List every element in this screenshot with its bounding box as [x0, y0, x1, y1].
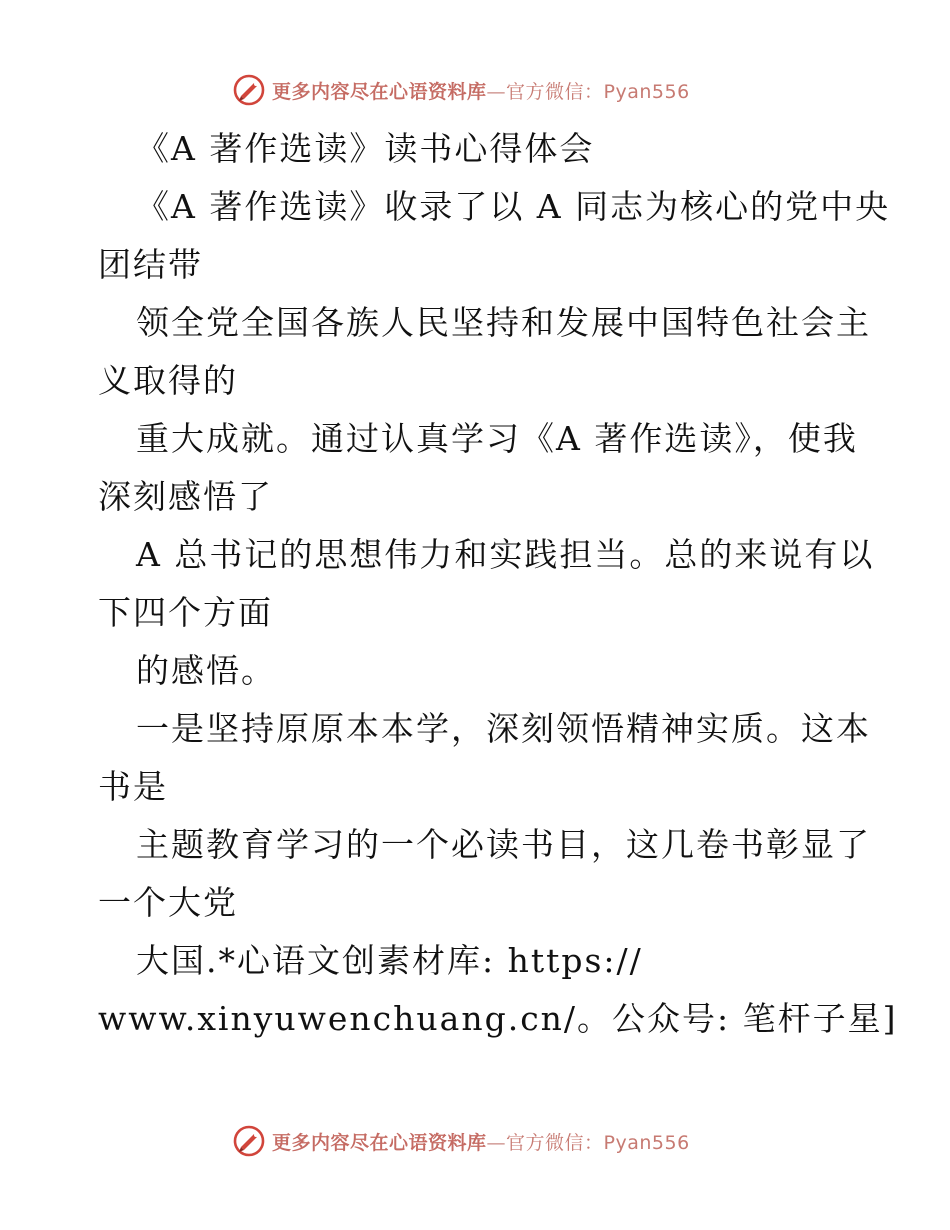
paragraph-line: 下四个方面 — [98, 593, 273, 632]
paragraph-line: 大国.*心语文创素材库: https:// — [136, 941, 643, 980]
document-title: 《A 著作选读》读书心得体会 — [136, 129, 595, 168]
paragraph-line: 一个大党 — [98, 883, 238, 922]
paragraph-line: 团结带 — [98, 245, 203, 284]
header-wechat-id: Pyan556 — [603, 80, 690, 103]
paragraph-line: 主题教育学习的一个必读书目，这几卷书彰显了 — [136, 825, 871, 864]
header-separator: — — [486, 80, 507, 103]
header-text-contact: 官方微信： — [506, 80, 604, 103]
document-body — [98, 120, 898, 1048]
header-text-main: 更多内容尽在心语资料库 — [272, 80, 487, 103]
paragraph-line: 的感悟。 — [136, 651, 276, 690]
paragraph-line: 《A 著作选读》收录了以 A 同志为核心的党中央 — [136, 187, 891, 226]
header-watermark-text — [272, 77, 690, 104]
footer-text-main: 更多内容尽在心语资料库 — [272, 1131, 487, 1154]
paragraph-line: 义取得的 — [98, 361, 238, 400]
paragraph-line: 一是坚持原原本本学，深刻领悟精神实质。这本 — [136, 709, 871, 748]
red-ink-pen-logo-icon — [232, 1124, 266, 1158]
red-ink-pen-logo-icon — [232, 73, 266, 107]
footer-separator: — — [486, 1131, 507, 1154]
paragraph-line: A 总书记的思想伟力和实践担当。总的来说有以 — [136, 535, 875, 574]
footer-text-contact: 官方微信： — [506, 1131, 604, 1154]
header-banner — [232, 70, 712, 110]
paragraph-line: 领全党全国各族人民坚持和发展中国特色社会主 — [136, 303, 871, 342]
paragraph-line: 深刻感悟了 — [98, 477, 273, 516]
footer-watermark-text — [272, 1128, 690, 1155]
paragraph-line: 重大成就。通过认真学习《A 著作选读》，使我 — [136, 419, 858, 458]
footer-wechat-id: Pyan556 — [603, 1131, 690, 1154]
paragraph-line: www.xinyuwenchuang.cn/。公众号: 笔杆子星] — [98, 999, 898, 1038]
footer-banner — [232, 1121, 712, 1161]
paragraph-line: 书是 — [98, 767, 168, 806]
